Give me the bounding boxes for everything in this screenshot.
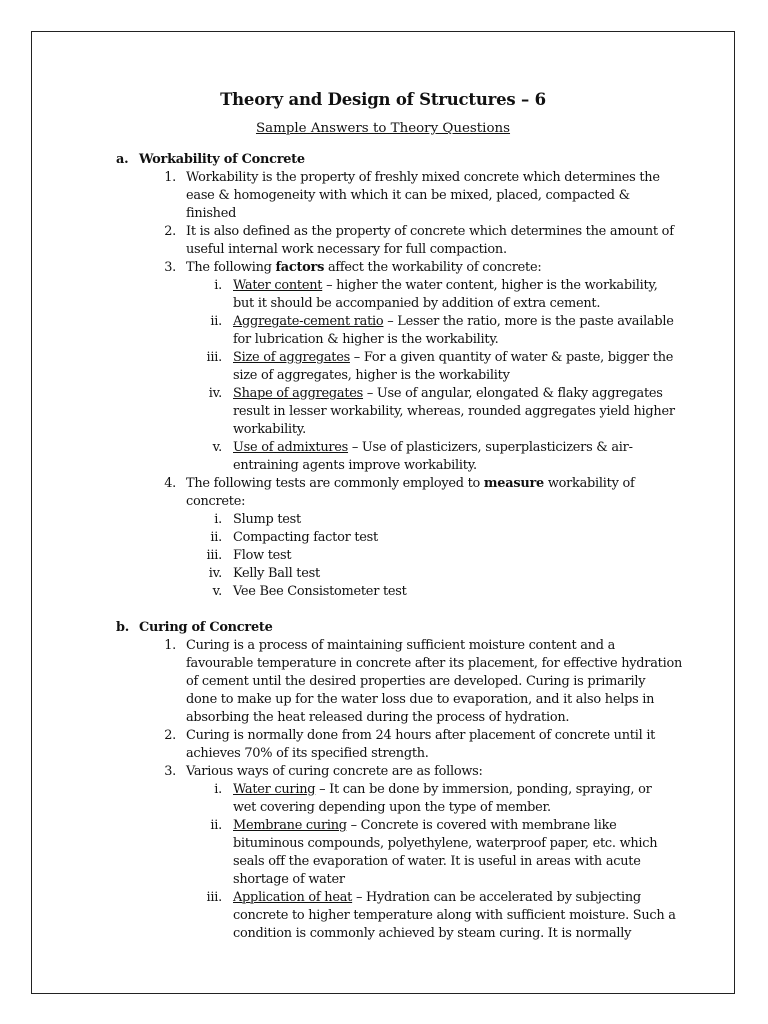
text-line: concrete:	[186, 494, 246, 509]
text-line: bituminous compounds, polyethylene, waterproof paper, etc. which	[233, 836, 658, 851]
underlined-term: Application of heat	[233, 890, 353, 905]
text-line	[233, 781, 706, 799]
text-line: Vee Bee Consistometer test	[233, 584, 407, 599]
text-line: condition is commonly achieved by steam curing. It is normally	[233, 926, 632, 941]
bold-term: measure	[483, 476, 544, 491]
text-line: favourable temperature in concrete after its placement, for effective hydration	[186, 656, 683, 671]
sub-list-item	[32, 547, 735, 565]
sub-list-item	[32, 313, 735, 349]
list-item	[32, 169, 735, 223]
text-line	[233, 817, 706, 835]
sub-item-number: i.	[214, 512, 222, 527]
section-a-heading	[32, 151, 735, 169]
list-item	[32, 475, 735, 511]
sub-item-number: v.	[212, 584, 222, 599]
text-line: concrete to higher temperature along with sufficient moisture. Such a	[233, 908, 676, 923]
underlined-term: Aggregate-cement ratio	[233, 314, 384, 329]
text-line	[233, 349, 706, 367]
section-label: a.	[116, 152, 129, 167]
sub-list-item	[32, 439, 735, 475]
underlined-term: Use of admixtures	[233, 440, 349, 455]
text-line	[233, 277, 706, 295]
sub-item-number: iii.	[206, 350, 222, 365]
bold-term: factors	[275, 260, 325, 275]
text-line: entraining agents improve workability.	[233, 458, 477, 473]
text-line: result in lesser workability, whereas, rounded aggregates yield higher	[233, 404, 675, 419]
text-line: for lubrication & higher is the workability.	[233, 332, 499, 347]
text-line	[233, 385, 706, 403]
text-line	[186, 259, 706, 277]
text-run: – It can be done by immersion, ponding, spraying, or	[315, 782, 652, 797]
sub-list-item	[32, 817, 735, 889]
underlined-term: Water curing	[233, 782, 316, 797]
text-line: Curing is a process of maintaining sufficient moisture content and a	[186, 638, 616, 653]
sub-item-number: iv.	[208, 386, 222, 401]
sub-list-item	[32, 565, 735, 583]
text-run: – higher the water content, higher is the workability,	[322, 278, 658, 293]
sub-list-item	[32, 529, 735, 547]
text-line: finished	[186, 206, 237, 221]
text-line: achieves 70% of its specified strength.	[186, 746, 429, 761]
text-line: Slump test	[233, 512, 301, 527]
text-line: Workability is the property of freshly mixed concrete which determines the	[186, 170, 660, 185]
underlined-term: Membrane curing	[233, 818, 347, 833]
text-run: – Hydration can be accelerated by subjecting	[352, 890, 641, 905]
page-title: Theory and Design of Structures – 6	[220, 90, 546, 109]
sub-list-item	[32, 277, 735, 313]
text-line: seals off the evaporation of water. It is useful in areas with acute	[233, 854, 641, 869]
text-run: – Use of plasticizers, superplasticizers & air-	[348, 440, 633, 455]
sub-list-item	[32, 583, 735, 601]
item-number: 1.	[164, 638, 176, 653]
text-run: affect the workability of concrete:	[324, 260, 542, 275]
text-line: ease & homogeneity with which it can be mixed, placed, compacted &	[186, 188, 630, 203]
document-body	[32, 151, 735, 943]
sub-list-item	[32, 349, 735, 385]
item-number: 3.	[164, 764, 176, 779]
underlined-term: Water content	[233, 278, 323, 293]
list-item	[32, 637, 735, 727]
text-run: – Use of angular, elongated & flaky aggregates	[363, 386, 663, 401]
document-page	[31, 31, 735, 994]
sub-item-number: iii.	[206, 890, 222, 905]
section-b-heading	[32, 619, 735, 637]
sub-item-number: ii.	[210, 314, 222, 329]
list-item	[32, 727, 735, 763]
text-line: of cement until the desired properties are developed. Curing is primarily	[186, 674, 646, 689]
text-line: It is also defined as the property of concrete which determines the amount of	[186, 224, 674, 239]
section-label: b.	[116, 620, 130, 635]
text-run: – Concrete is covered with membrane like	[346, 818, 617, 833]
text-line: Flow test	[233, 548, 292, 563]
text-line	[233, 313, 706, 331]
sub-item-number: i.	[214, 782, 222, 797]
text-line	[233, 439, 706, 457]
text-line: absorbing the heat released during the process of hydration.	[186, 710, 570, 725]
text-line: Curing is normally done from 24 hours after placement of concrete until it	[186, 728, 656, 743]
text-run: workability of	[543, 476, 635, 491]
text-line: size of aggregates, higher is the workability	[233, 368, 510, 383]
sub-item-number: iii.	[206, 548, 222, 563]
sub-list-item	[32, 781, 735, 817]
section-spacer	[32, 601, 735, 619]
list-item	[32, 223, 735, 259]
sub-list-item	[32, 889, 735, 943]
text-line	[233, 889, 706, 907]
text-run: – For a given quantity of water & paste, bigger the	[349, 350, 674, 365]
sub-item-number: iv.	[208, 566, 222, 581]
text-line: done to make up for the water loss due to evaporation, and it also helps in	[186, 692, 655, 707]
item-number: 1.	[164, 170, 176, 185]
page-subtitle: Sample Answers to Theory Questions	[255, 121, 511, 136]
sub-item-number: i.	[214, 278, 222, 293]
underlined-term: Shape of aggregates	[233, 386, 364, 401]
text-line: Kelly Ball test	[233, 566, 320, 581]
text-line: workability.	[233, 422, 306, 437]
text-line: Various ways of curing concrete are as follows:	[186, 764, 483, 779]
text-line: Compacting factor test	[233, 530, 378, 545]
section-title: Curing of Concrete	[139, 620, 273, 635]
text-run: The following tests are commonly employed to	[186, 476, 484, 491]
text-line: wet covering depending upon the type of member.	[233, 800, 551, 815]
item-number: 2.	[164, 728, 176, 743]
sub-list-item	[32, 385, 735, 439]
sub-item-number: ii.	[210, 818, 222, 833]
item-number: 2.	[164, 224, 176, 239]
sub-item-number: v.	[212, 440, 222, 455]
text-run: The following	[186, 260, 276, 275]
sub-list-item	[32, 511, 735, 529]
sub-item-number: ii.	[210, 530, 222, 545]
text-run: – Lesser the ratio, more is the paste available	[383, 314, 674, 329]
text-line: shortage of water	[233, 872, 345, 887]
text-line: useful internal work necessary for full compaction.	[186, 242, 507, 257]
section-title: Workability of Concrete	[139, 152, 305, 167]
text-line: but it should be accompanied by addition of extra cement.	[233, 296, 601, 311]
item-number: 4.	[164, 476, 176, 491]
underlined-term: Size of aggregates	[233, 350, 350, 365]
item-number: 3.	[164, 260, 176, 275]
text-line	[186, 475, 706, 493]
list-item	[32, 259, 735, 277]
list-item	[32, 763, 735, 781]
